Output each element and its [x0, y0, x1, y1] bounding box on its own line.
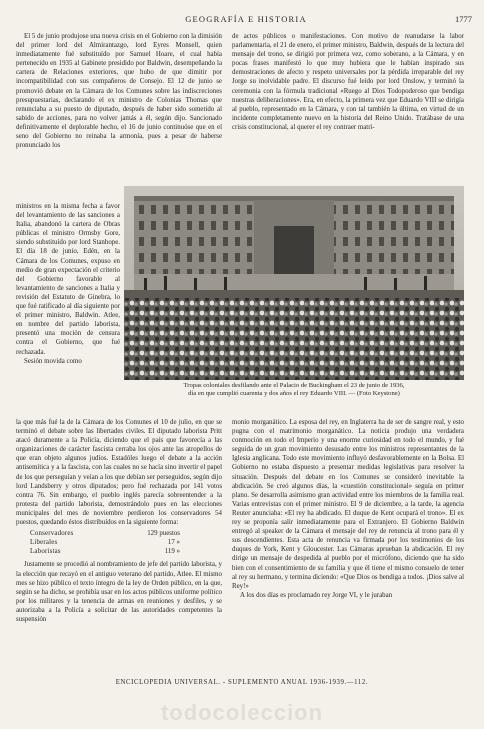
right-column-bottom	[232, 418, 464, 672]
paragraph: Sesión movida como	[24, 357, 82, 365]
result-row	[30, 538, 180, 547]
seat-unit: »	[176, 539, 180, 547]
paragraph: El 5 de junio produjose una nueva crisis en el Gobierno con la dimisión del primer lord del Almirantazgo, lord Eyres Monsell, quien inmediatamente fué substituído por Samuel Hoare, el cual había pertenecido en 1935 al Gabinete presidido por Baldwin, desempeñando la cartera de Relaciones exteriores, que hubo de que dimitir por incompatibilidad con sus compañeros de Consejo. El 12 de junio se promovió debate en la Cámara de los Comunes sobre las indiscreciones presupuestarias, declarando el ex ministro de Colonias Thomas que renunciaba a su puesto de diputado, después de haber sido sometido al sabido de acciones, para no volver jamás a él, según dijo. Sancionado definitivamente el deplorable hecho, el 16 de junio continuóse que en el seno del Gobierno no reinaba la armonía, pues a pesar de haberse pronunciado los	[16, 33, 222, 150]
photo-caption	[124, 382, 464, 399]
right-column-top	[232, 32, 464, 182]
party-name: Liberales	[30, 539, 58, 547]
page-footer: ENCICLOPEDIA UNIVERSAL. - SUPLEMENTO ANUAL 1936-1939.—112.	[115, 679, 369, 686]
left-column-narrow	[16, 202, 120, 418]
result-row	[30, 529, 180, 538]
seat-count: 119	[164, 548, 175, 556]
party-name: Laboristas	[30, 548, 61, 556]
seat-count: 17	[167, 539, 175, 547]
party-name: Conservadores	[30, 530, 74, 538]
paragraph: A los dos días es proclamado rey Jorge VI, y le juraban	[240, 591, 393, 599]
left-column-bottom	[16, 418, 222, 672]
seat-unit: »	[176, 548, 180, 556]
paragraph: la que más fué la de la Cámara de los Comunes el 10 de julio, en que se terminó el debate sobre las libertades civiles. El diputado laborista Pritt atacó duramente a la Policía, diciendo que el país que favorecía a las organizaciones de carácter fascista cerraba los ojos ante las atropellos de que eran objeto algunos judíos. Estadóles luego el debate a la acción antisemítica y a la fascista, con las cuales no se hacía sino invertir el papel de los que perseguían y veían a los que debían ser perseguidos, según dijo lord Landsberry y otros diputados; pero fué rechazada por 141 votos contra 76. Sin embargo, el pueblo inglés parecía sobreentender a la protesta del partido laborista, demostrándolo pues en las elecciones municipales del mes de noviembre perdieron los conservadores 54 puestos, quedando éstos distribuídos en la siguiente forma:	[16, 419, 222, 527]
page-header	[20, 14, 472, 28]
page-title: GEOGRAFÍA E HISTORIA	[185, 14, 307, 24]
paragraph: ministros en la misma fecha a favor del levantamiento de las sanciones a Italia, abandonó la cartera de Obras públicas el ministro Ormsby Gore, siendo substituído por lord Stanhope. El día 18 de junio, Edén, en la Cámara de los Comunes, expuso en medio de gran expectación el criterio del Gobierno favorable al levantamiento de sanciones a Italia y revisión del Estatuto de Ginebra, lo que fué ratificado al día siguiente por el primer ministro, Baldwin. Atlee, en nombre del partido laborista, presentó una moción de censura contra el Gobierno, que fué rechazada.	[16, 203, 120, 356]
news-photo	[124, 186, 464, 380]
seat-count: 129	[147, 530, 158, 538]
result-row	[30, 547, 180, 556]
watermark-text: todocoleccion	[160, 699, 324, 725]
paragraph: monio morganático. La esposa del rey, en Inglaterra ha de ser de sangre real, y esto pugna con el matrimonio morganático. La noticia produjo una verdadera conmoción en todo el Imperio y una enorme curiosidad en todo el mundo, y fué seguida de un gran movimiento desusado entre los ministros representantes de la Iglesia anglicana. Todo este movimiento influyó desfavorablemente en la Bolsa. El Gobierno no estaba dispuesto a presentar medidas legislativas para resolver la situación. Después del debate en los Comunes se consideró inevitable la abdicación. Se creó algunos días, la «cuestión constitucional» seguía en primer plano. Se desarrolla asimismo gran actividad entre los miembros de la familia real. Varias entrevistas con el primer ministro. El 9 de diciembre, a la tarde, la agencia Reuter anunciaba: «El rey ha abdicado. El duque de Kent ocupará el trono». El ex rey se proponía salir inmediatamente para el Extranjero. El Gobierno Baldwin entregó al speaker de la Cámara el mensaje del rey de renuncia al trono para él y sus descendientes. Esta acta de renuncia va firmada por los testimonios de los duques de York, Kent y Gloucester. Las Cámaras aprueban la abdicación. El rey dirige un mensaje de despedida al pueblo por el micrófono, diciendo que ha sido bien con el consentimiento de su familia y que él tiene el mismo consuelo de tener al rey su hermano, y termina diciendo: «Que Dios os bendiga a todos. ¡Dios salve al Rey!»	[232, 419, 464, 590]
paragraph: de actos públicos o manifestaciones. Con motivo de reanudarse la labor parlamentaria, el 21 de enero, el primer ministro, Baldwin, después de la lectura del mensaje del trono, se dirigió por primera vez, como soberano, a la Cámara, y en pocas frases manifestó lo que muy hubiera que le habían inspirado sus demostraciones de afecto y respeto universales por la pérdida irreparable del rey Jorge su inolvidable padre. El discurso fué leído por lord Onslow, y terminó la ceremonia con la fórmula tradicional «Ruego al Dios Todopoderoso que bendiga nuestras deliberaciones». Era, en efecto, la primera vez que Eduardo VIII se dirigía al pueblo, representado en la Cámara, y con tal también la última, en virtud de un incidente completamente nuevo en la historia del Reino Unido. Tratábase de una crisis constitucional, al querer el rey contraer matri-	[232, 33, 464, 131]
seat-unit: puestos	[159, 530, 180, 538]
caption-line: día en que cumplió cuarenta y dos años el rey Eduardo VIII. — (Foto Keystone)	[188, 390, 400, 398]
election-results-table	[30, 529, 180, 556]
watermark	[0, 696, 484, 729]
paragraph: Justamente se procedió al nombramiento de jefe del partido laborista, y la elección que recayó en el antiguo veterano del partido, Atlee. El mismo mes se hizo público el texto íntegro de la ley de Orden público, en la que, según se ha dicho, se prohibía usar en los actos públicos uniforme político por los militares y la tenencia de armas en reuniones y desfiles, y se autorizaba a la Policía a solicitar de las autoridades competentes la suspensión	[16, 561, 222, 623]
caption-line: Tropas coloniales desfilando ante el Palacio de Buckingham el 23 de junio de 1936,	[183, 382, 405, 389]
buckingham-palace-parade-image	[124, 186, 464, 380]
page-number: 1777	[455, 14, 472, 24]
left-column-top	[16, 32, 222, 202]
